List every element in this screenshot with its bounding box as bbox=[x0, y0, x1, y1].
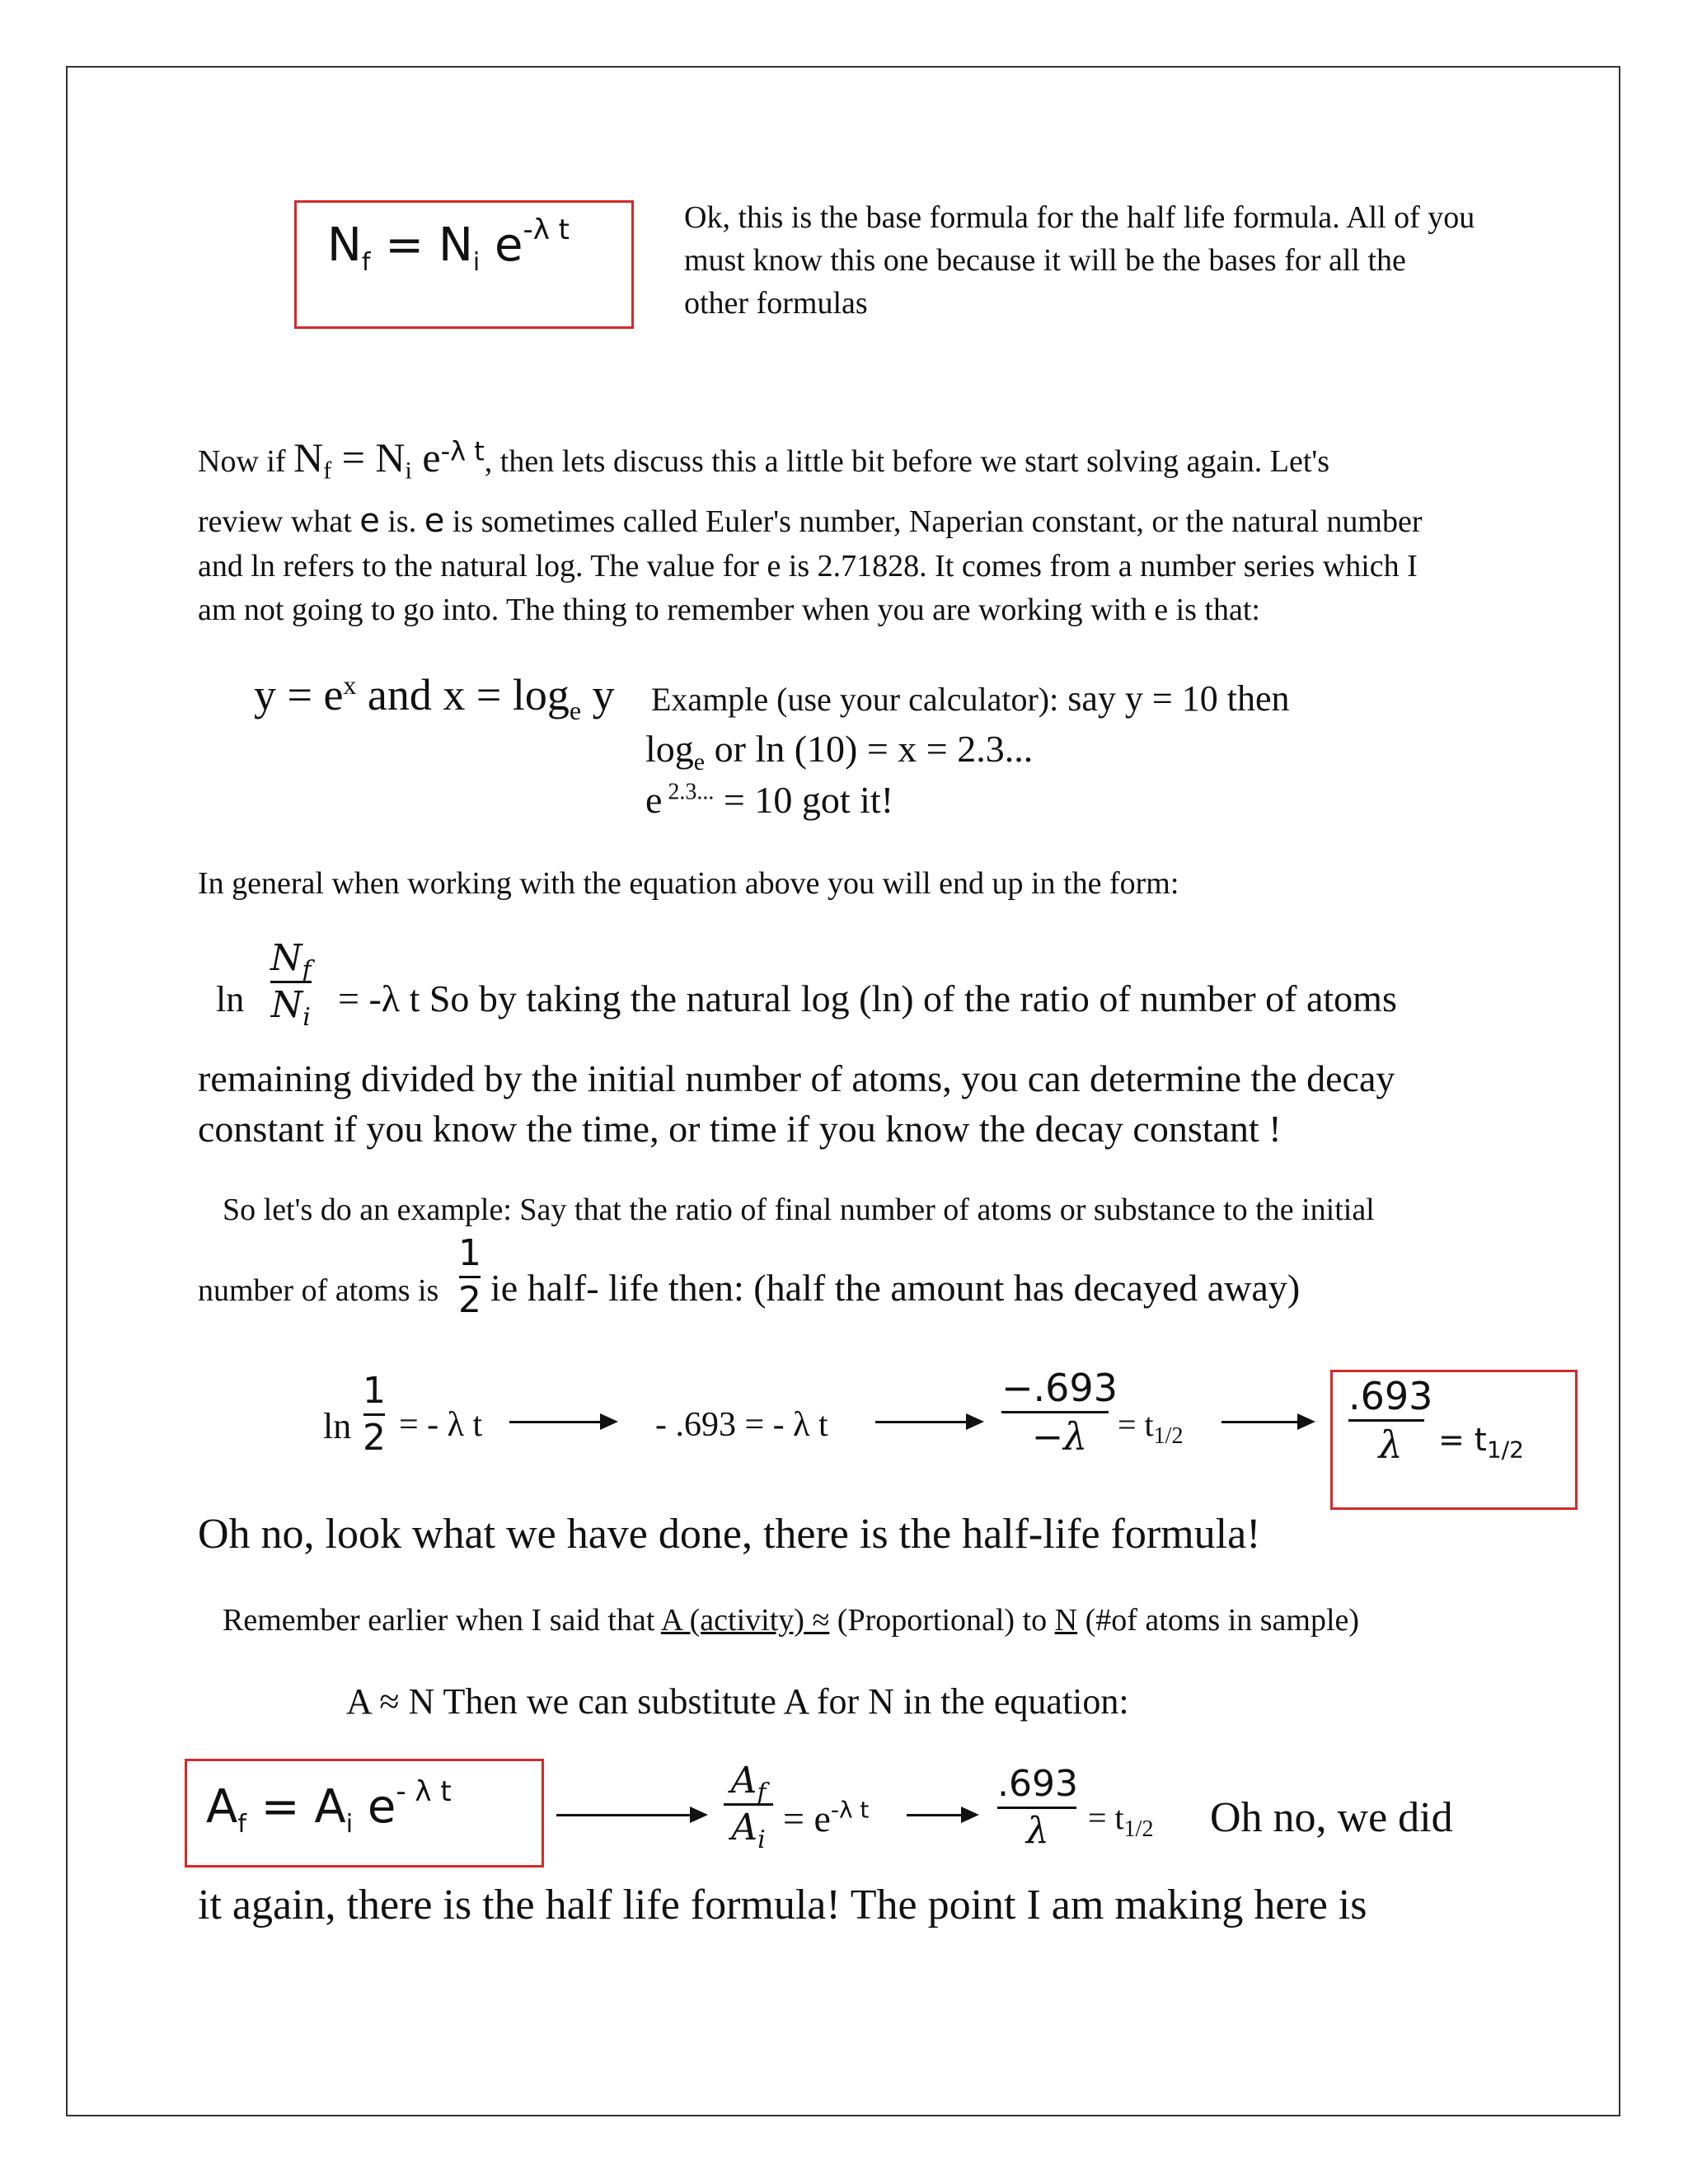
example-line2-a: number of atoms is bbox=[198, 1273, 439, 1308]
deriv-step1: = - λ t bbox=[399, 1406, 483, 1444]
para1-line4: am not going to go into. The thing to remember when you are working with e is that: bbox=[198, 593, 1260, 627]
activity-arrow-1 bbox=[556, 1814, 705, 1816]
substitute-line: A ≈ N Then we can substitute A for N in the equation: bbox=[346, 1681, 1129, 1722]
example-line2-b: ie half- life then: (half the amount has decayed away) bbox=[490, 1267, 1301, 1309]
example-calculator: Example (use your calculator): say y = 10 then bbox=[651, 678, 1290, 719]
ln-label: ln bbox=[216, 979, 245, 1019]
ln-ratio-line2: remaining divided by the initial number of atoms, you can determine the decay bbox=[198, 1057, 1395, 1099]
activity-eq-e: = $e^{-\lambda t}$ bbox=[783, 1796, 870, 1840]
para1-line3: and ln refers to the natural log. The value for e is 2.71828. It comes from a number series which I bbox=[198, 549, 1418, 583]
activity-half-life-eq: = $t_{1/2}$ bbox=[1088, 1799, 1154, 1842]
ln-ratio-line3: constant if you know the time, or time if you know the decay constant ! bbox=[198, 1108, 1282, 1150]
activity-ratio-fraction: $A_f$ $A_i$ bbox=[724, 1762, 773, 1847]
half-life-result-fraction: .693 λ bbox=[1348, 1374, 1433, 1468]
oh-no-2: Oh no, we did bbox=[1210, 1794, 1453, 1841]
log-example-line2: $\log_e$ or ln (10) = x = 2.3... bbox=[645, 728, 1034, 776]
deriv-arrow-1 bbox=[509, 1421, 615, 1423]
remember-line: Remember earlier when I said that A (activity) ≈ (Proportional) to N (#of atoms in sample) bbox=[223, 1603, 1360, 1638]
deriv-half-fraction: 1 2 bbox=[363, 1370, 386, 1460]
ratio-fraction: $N_f$ $N_i$ bbox=[270, 937, 312, 1032]
activity-formula: $A_f = A_i$ $e^{- \lambda t}$ bbox=[206, 1775, 452, 1840]
general-text: In general when working with the equation above you will end up in the form: bbox=[198, 866, 1179, 901]
activity-half-life-fraction: .693 λ bbox=[997, 1763, 1078, 1853]
ln-ratio-text: = -λ t So by taking the natural log (ln) of the ratio of number of atoms bbox=[338, 977, 1397, 1019]
base-formula: $N_f = N_i$ $e^{-\lambda t}$ bbox=[327, 213, 570, 278]
log-identity: $y = e^x$ and $x = \log_e y$ bbox=[254, 670, 615, 725]
deriv-arrow-2 bbox=[875, 1421, 981, 1423]
half-fraction: 1 2 bbox=[458, 1232, 481, 1322]
activity-arrow-2 bbox=[907, 1814, 976, 1816]
deriv-step3-fraction: −.693 −λ bbox=[1001, 1366, 1118, 1460]
half-life-result-eq: = $t_{1/2}$ bbox=[1438, 1422, 1524, 1464]
example-line1: So let's do an example: Say that the ratio of final number of atoms or substance to the initial bbox=[223, 1193, 1375, 1227]
deriv-ln: ln bbox=[323, 1406, 352, 1446]
deriv-arrow-3 bbox=[1221, 1421, 1312, 1423]
oh-no-1: Oh no, look what we have done, there is the half-life formula! bbox=[198, 1511, 1261, 1558]
deriv-step3-eq: = $t_{1/2}$ bbox=[1118, 1406, 1184, 1449]
para1-line1: Now if $N_f = N_i$ $e^{-\lambda t}$, then lets discuss this a little bit before we start solving again. Let's bbox=[198, 434, 1330, 485]
deriv-step2: - .693 = - λ t bbox=[655, 1406, 828, 1444]
last-line: it again, there is the half life formula! The point I am making here is bbox=[198, 1882, 1367, 1929]
intro-text: Ok, this is the base formula for the half life formula. All of you must know this one because it will be the bases for all the other formulas bbox=[684, 200, 1475, 321]
log-example-line3: e $^{2.3...}$ = 10 got it! bbox=[645, 779, 894, 821]
para1-line2: review what e is. e is sometimes called Euler's number, Naperian constant, or the natural number bbox=[198, 502, 1423, 540]
